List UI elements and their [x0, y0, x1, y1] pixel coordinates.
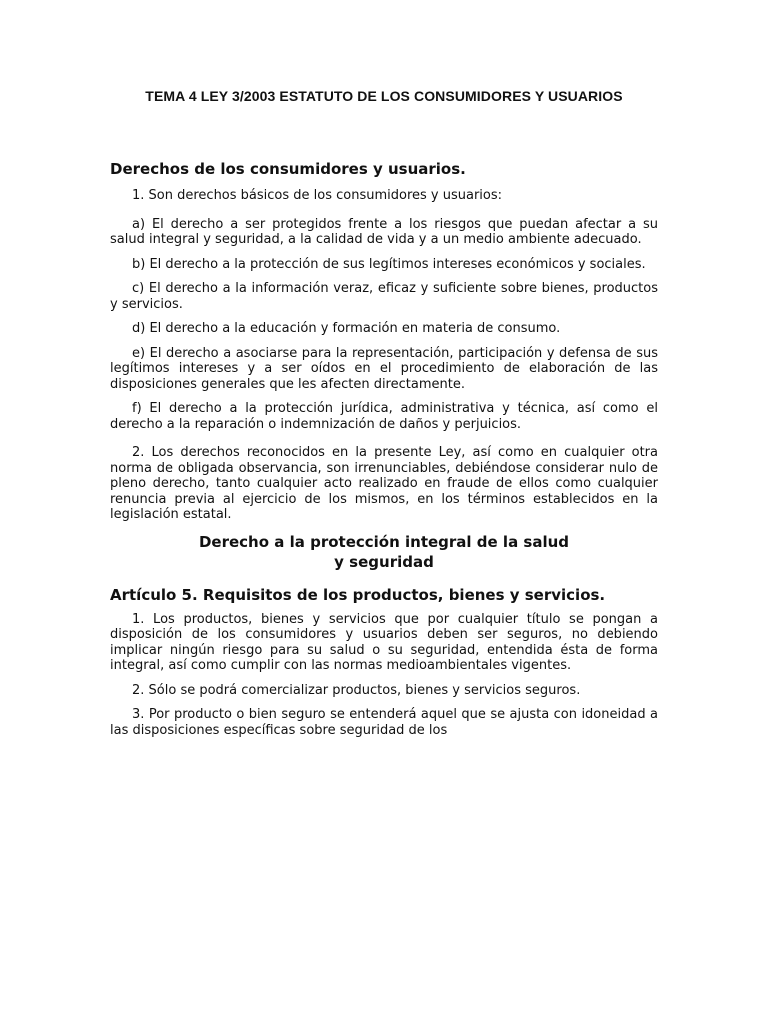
article-5-heading: Artículo 5. Requisitos de los productos, bienes y servicios. — [110, 585, 606, 604]
paragraph-rights-intro: 1. Son derechos básicos de los consumidores y usuarios: — [132, 188, 503, 203]
section-heading-health-safety-line1: Derecho a la protección integral de la salud — [198, 532, 570, 551]
paragraph-right-a: a) El derecho a ser protegidos frente a los riesgos que puedan afectar a su salud integral y seguridad, a la calidad de vida y a un medio ambiente adecuado. — [110, 216, 658, 247]
document-body — [110, 160, 658, 747]
article-5-paragraph-2: 2. Sólo se podrá comercializar productos, bienes y servicios seguros. — [132, 682, 581, 698]
article-5-paragraph-3: 3. Por producto o bien seguro se entenderá aquel que se ajusta con idoneidad a las disposiciones específicas sobre seguridad de los — [110, 707, 658, 738]
article-5-paragraph-1: 1. Los productos, bienes y servicios que por cualquier título se pongan a disposición de los consumidores y usuarios deben ser seguros, no debiendo implicar ningún riesgo para su salud o su seguridad, entendida ésta de forma integral, así como cumplir con las normas medioambientales vigentes. — [110, 611, 658, 673]
paragraph-right-c: c) El derecho a la información veraz, eficaz y suficiente sobre bienes, productos y servicios. — [110, 281, 658, 312]
document-title: TEMA 4 LEY 3/2003 ESTATUTO DE LOS CONSUMIDORES Y USUARIOS — [145, 88, 623, 104]
section-heading-health-safety-line2: y seguridad — [334, 552, 434, 571]
paragraph-rights-irrenunciable: 2. Los derechos reconocidos en la presente Ley, así como en cualquier otra norma de obligada observancia, son irrenunciables, debiéndose considerar nulo de pleno derecho, tanto cualquier acto realizado en fraude de ellos como cualquier renuncia previa al ejercicio de los mismos, en los términos establecidos en la legislación estatal. — [110, 445, 658, 522]
paragraph-right-e: e) El derecho a asociarse para la representación, participación y defensa de sus legítimos intereses y a ser oídos en el procedimiento de elaboración de las disposiciones generales que les afecten directamente. — [110, 345, 658, 392]
paragraph-right-f: f) El derecho a la protección jurídica, administrativa y técnica, así como el derecho a la reparación o indemnización de daños y perjuicios. — [110, 401, 658, 432]
paragraph-right-b: b) El derecho a la protección de sus legítimos intereses económicos y sociales. — [132, 256, 646, 272]
section-heading-health-safety — [110, 532, 658, 572]
section-heading-rights: Derechos de los consumidores y usuarios. — [110, 160, 466, 178]
paragraph-right-d: d) El derecho a la educación y formación en materia de consumo. — [132, 321, 561, 336]
document-page — [110, 0, 658, 1024]
